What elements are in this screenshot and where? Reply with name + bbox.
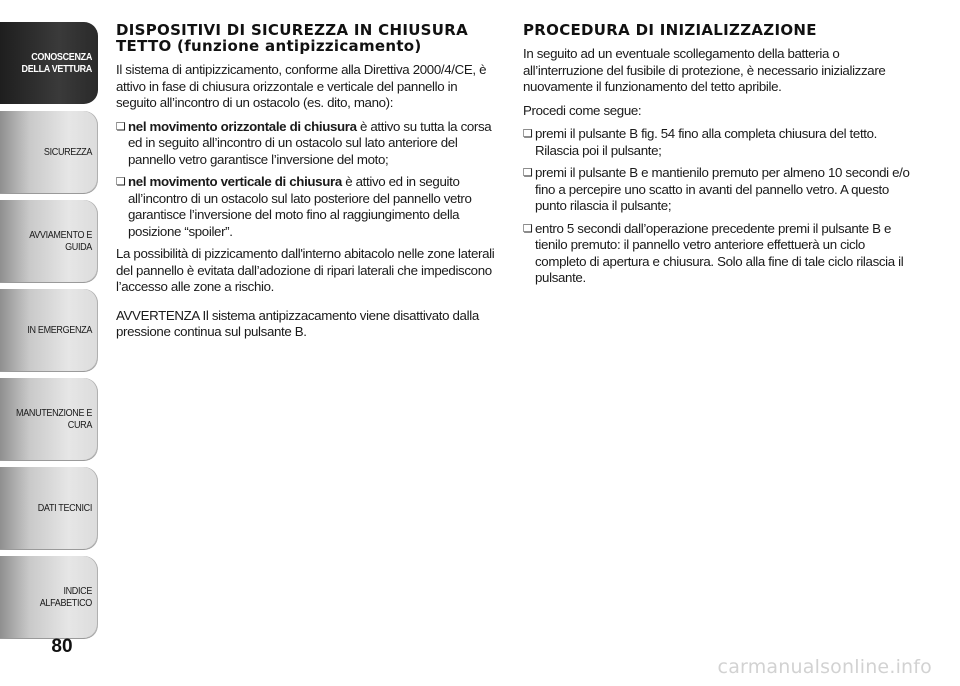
tab-avviamento-e-guida[interactable] [0, 200, 98, 282]
tab-in-emergenza[interactable] [0, 289, 98, 371]
intro-paragraph: Il sistema di antipizzicamento, conforme alla Direttiva 2000/4/CE, è attivo in fase di chiusura orizzontale e verticale del pannello in seguito all’incontro di un ostacolo (es. dito, mano): [116, 62, 487, 110]
list-item-text: è attivo su tutta la corsa ed in seguito all’incontro di un ostacolo sul lato anteriore del pannello vetro garantisce l’inversione del moto; [128, 118, 492, 167]
tab-sicurezza[interactable] [0, 111, 98, 193]
section-title-inizializzazione: PROCEDURA DI INIZIALIZZAZIONE [523, 21, 817, 39]
tab-label: INDICE ALFABETICO [39, 585, 92, 609]
list-item-bold: nel movimento verticale di chiusura [128, 174, 342, 189]
right-column [523, 22, 915, 293]
tab-label: AVVIAMENTO E GUIDA [29, 229, 92, 253]
tab-label: CONOSCENZA DELLA VETTURA [21, 51, 93, 75]
section-title-antipizzicamento: DISPOSITIVI DI SICUREZZA IN CHIUSURA TETTO (funzione antipizzicamento) [116, 21, 469, 55]
side-guards-paragraph: La possibilità di pizzicamento dall'interno abitacolo nelle zone laterali del pannello è evitata dall’adozione di ripari laterali che impediscono l’accesso alle zone a rischio. [116, 246, 495, 294]
tab-label: MANUTENZIONE E CURA [16, 407, 92, 431]
list-item [116, 174, 498, 240]
tab-manutenzione-e-cura[interactable] [0, 378, 98, 460]
tab-indice-alfabetico[interactable] [0, 556, 98, 638]
procedure-steps-list [523, 126, 915, 287]
list-item [116, 119, 498, 169]
list-item: ❏ premi il pulsante B fig. 54 fino alla completa chiusura del tetto. Rilascia poi il pulsante; [523, 126, 915, 159]
list-item: ❏ entro 5 secondi dall’operazione precedente premi il pulsante B e tienilo premuto: il pannello vetro anteriore effettuerà un ciclo completo di apertura e chiusura. Solo alla fine di tale ciclo rilascia il pulsante. [523, 221, 915, 287]
lead-paragraph: Procedi come segue: [523, 102, 642, 118]
closure-modes-list [116, 119, 498, 241]
tab-label: SICUREZZA [43, 146, 92, 158]
tab-label: IN EMERGENZA [27, 324, 92, 336]
warning-note: AVVERTENZA Il sistema antipizzacamento viene disattivato dalla pressione continua sul pulsante B. [116, 307, 479, 339]
tab-label: DATI TECNICI [37, 502, 92, 514]
page-number: 80 [51, 636, 73, 657]
intro-paragraph: In seguito ad un eventuale scollegamento della batteria o all’interruzione del fusibile di protezione, è necessario inizializzare nuovamente il funzionamento del tetto apribile. [523, 46, 886, 94]
tab-dati-tecnici[interactable] [0, 467, 98, 549]
tab-conoscenza-della-vettura[interactable] [0, 22, 98, 104]
left-column [116, 22, 498, 348]
watermark-text: carmanualsonline.info [717, 656, 932, 678]
list-item-text: è attivo ed in seguito all’incontro di un ostacolo sul lato posteriore del pannello vetro garantisce l’inversione del moto fino al raggiungimento della posizione “spoiler”. [128, 174, 472, 239]
list-item: ❏ premi il pulsante B e mantienilo premuto per almeno 10 secondi e/o fino a percepire uno scatto in avanti del pannello vetro. A questo punto rilascia il pulsante; [523, 165, 915, 215]
list-item-bold: nel movimento orizzontale di chiusura [128, 118, 357, 134]
